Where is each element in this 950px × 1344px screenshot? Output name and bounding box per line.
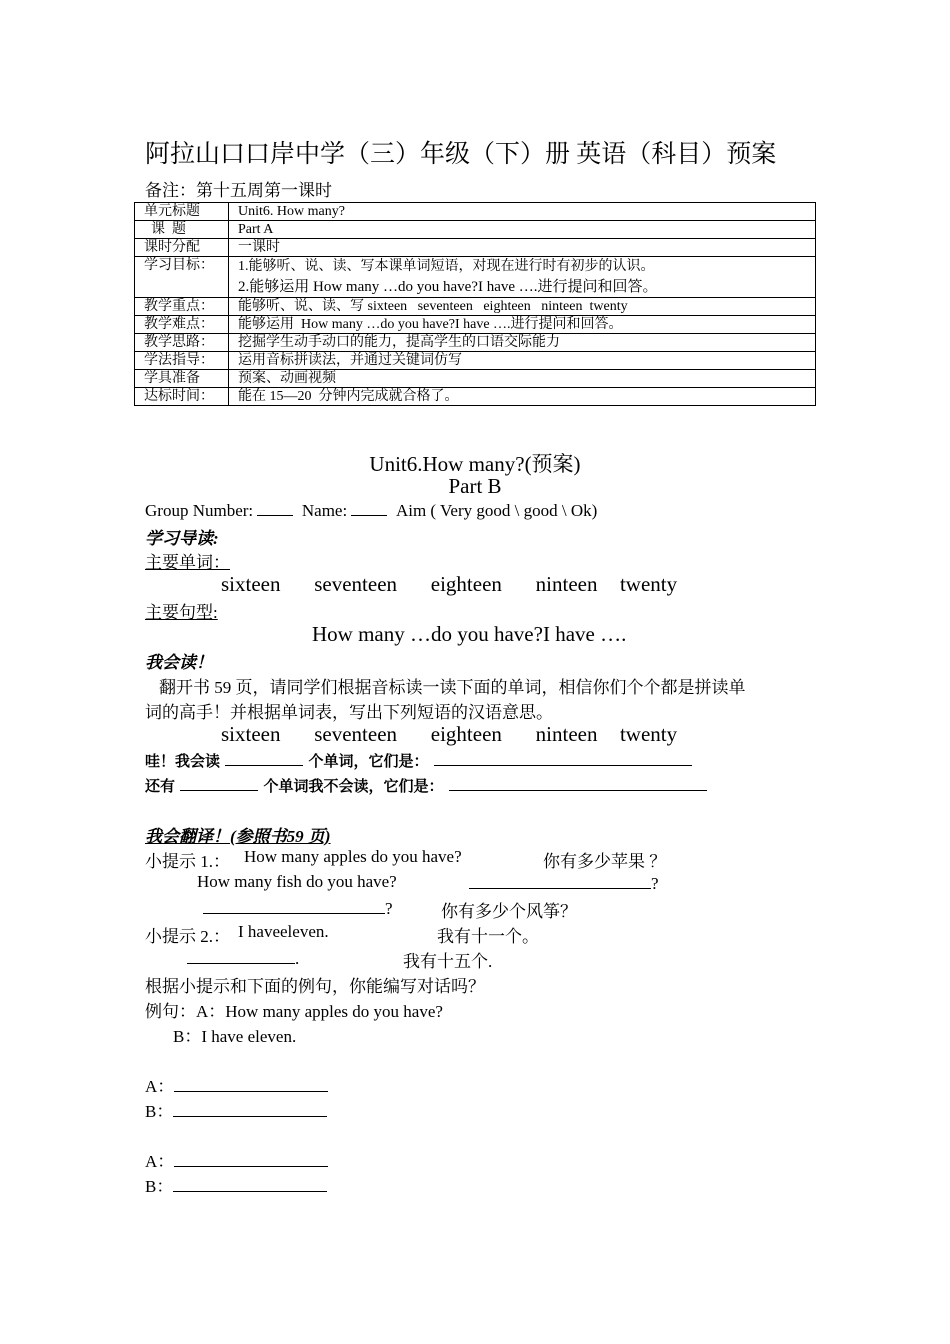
info-table [134,202,816,406]
tip1b-blank[interactable] [469,872,651,889]
group-label: Group Number: [145,501,258,520]
table-row [135,203,816,221]
sentence-label: 主要句型: [145,603,218,622]
row-key: 教学重点： [135,298,229,316]
remark: 备注：第十五周第一课时 [145,181,332,200]
goal-2: 2.能够运用 How many …do you have?I have ….进行提问和回答。 [238,279,658,295]
cannot-read-a: 还有 [145,777,176,795]
main-words: sixteen seventeen eighteen ninteen twenty [221,572,678,596]
tip2b-blank[interactable] [187,947,295,964]
tip1b-q: ? [651,874,659,893]
tip2-en: I haveeleven. [238,922,329,941]
can-read-words-blank[interactable] [434,749,692,766]
table-row [135,334,816,352]
main-sentence: How many …do you have?I have …. [312,622,627,646]
read-text-1: 翻开书 59 页，请同学们根据音标读一读下面的单词，相信你们个个都是拼读单 [159,678,746,697]
read-label: 我会读！ [145,653,213,672]
cannot-read-b: 个单词我不会读，它们是： [263,777,444,795]
can-read-count-blank[interactable] [225,749,303,766]
dialog-2-a [145,1147,328,1172]
row-value: Unit6. How many? [229,203,816,221]
tip2b-period: . [295,949,300,968]
group-number-blank[interactable] [257,499,293,516]
dialog-1-b-blank[interactable] [173,1100,327,1117]
dialog-1-a-blank[interactable] [174,1075,328,1092]
tip1c-cn: 你有多少个风筝？ [441,902,577,921]
b-label: B： [145,1102,174,1121]
words-label: 主要单词： [145,553,230,572]
tip1c-answer [203,897,393,919]
can-read-b: 个单词，它们是： [308,752,429,770]
goal-1: 1.能够听、说、读、写本课单词短语，对现在进行时有初步的认识。 [238,259,655,274]
dialog-prompt: 根据小提示和下面的例句，你能编写对话吗？ [145,977,485,996]
row-key: 单元标题 [135,203,229,221]
read-text-2: 词的高手！并根据单词表，写出下列短语的汉语意思。 [145,703,553,722]
tip1c-blank[interactable] [203,897,385,914]
dialog-2-b-blank[interactable] [173,1175,327,1192]
plan-part: Part B [448,474,502,498]
table-row [135,352,816,370]
tip1-en: How many apples do you have? [244,847,462,866]
row-value: Part A [229,221,816,239]
tip1-label: 小提示 1.： [145,852,230,871]
row-key: 课时分配 [135,239,229,257]
row-key: 教学难点： [135,316,229,334]
row-key: 达标时间： [135,388,229,406]
group-line [145,499,597,521]
row-key: 学习目标： [135,257,229,298]
row-value: 能在 15—20 分钟内完成就合格了。 [229,388,816,406]
dialog-1-b [145,1097,327,1122]
name-label: Name: [301,501,352,520]
row-key: 学法指导： [135,352,229,370]
table-row [135,298,816,316]
table-row [135,370,816,388]
tip1b-en: How many fish do you have? [197,872,397,891]
can-read-line [145,749,692,771]
translate-label: 我会翻译！(参照书59 页) [145,827,331,846]
table-row [135,388,816,406]
aim-text: Aim ( Very good \ good \ Ok) [395,501,598,520]
row-value: 运用音标拼读法，并通过关键词仿写 [229,352,816,370]
table-row [135,239,816,257]
table-row [135,257,816,298]
cannot-read-count-blank[interactable] [180,774,258,791]
row-key: 教学思路： [135,334,229,352]
plan-heading: Unit6.How many?(预案) [369,452,581,476]
cannot-read-words-blank[interactable] [449,774,707,791]
tip2-label: 小提示 2.： [145,927,230,946]
table-row [135,221,816,239]
page-title: 阿拉山口口岸中学（三）年级（下）册 英语（科目）预案 [145,141,777,168]
example-b: B：I have eleven. [173,1027,297,1046]
row-key: 学具准备 [135,370,229,388]
table-row [135,316,816,334]
name-blank[interactable] [351,499,387,516]
row-value: 预案、动画视频 [229,370,816,388]
dialog-2-a-blank[interactable] [174,1150,328,1167]
a-label: A： [145,1077,175,1096]
tip2b-answer [187,947,299,969]
guide-label: 学习导读: [145,529,219,548]
row-value: 一课时 [229,239,816,257]
a-label: A： [145,1152,175,1171]
tip2b-cn: 我有十五个. [403,952,493,971]
row-value: 能够运用 How many …do you have?I have ….进行提问和回答。 [229,316,816,334]
row-key: 课 题 [135,221,229,239]
tip1-cn: 你有多少苹果 ？ [543,852,667,871]
words-again: sixteen seventeen eighteen ninteen twenty [221,722,678,746]
dialog-2-b [145,1172,327,1197]
row-value: 挖掘学生动手动口的能力，提高学生的口语交际能力 [229,334,816,352]
row-value: 能够听、说、读、写 sixteen seventeen eighteen ninteen twenty [229,298,816,316]
can-read-a: 哇！我会读 [145,752,221,770]
b-label: B： [145,1177,174,1196]
tip1c-q: ? [385,899,393,918]
tip2-cn: 我有十一个。 [437,927,539,946]
tip1b-answer [469,872,659,894]
example-a: 例句：A：How many apples do you have? [145,1002,443,1021]
cannot-read-line [145,774,707,796]
dialog-1-a [145,1072,328,1097]
